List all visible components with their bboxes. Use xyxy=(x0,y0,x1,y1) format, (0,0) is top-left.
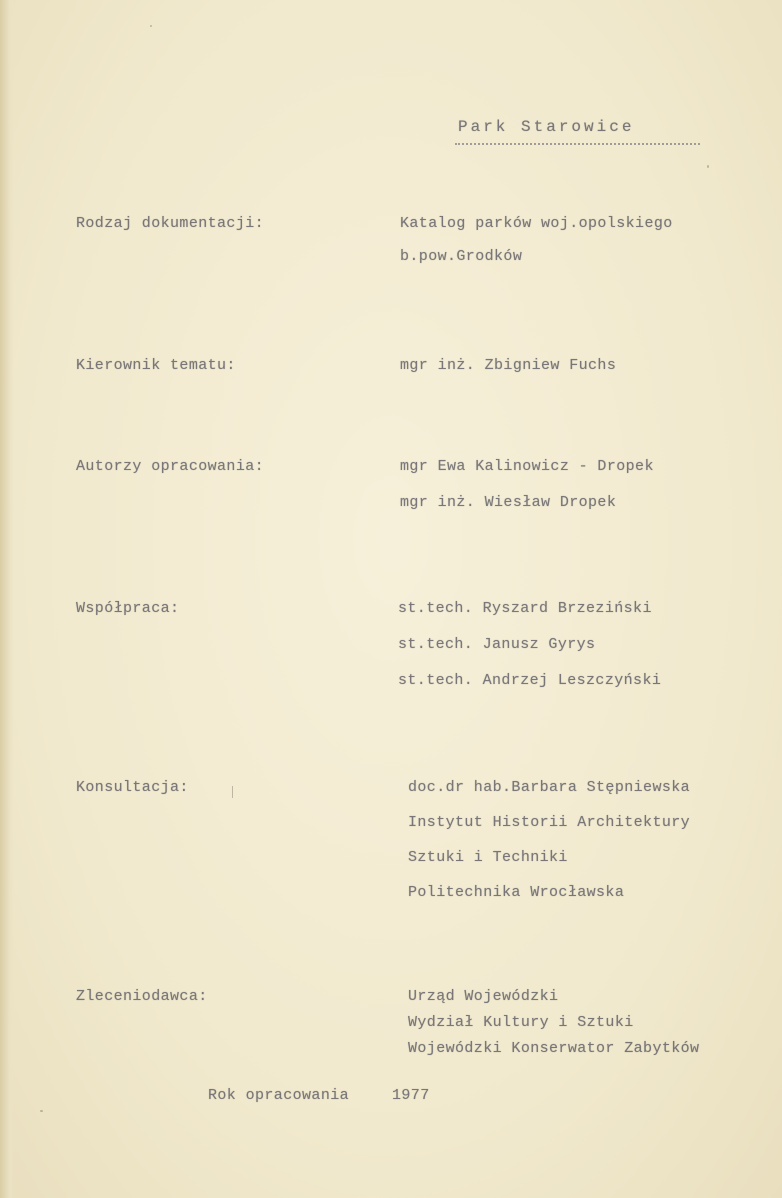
paper-speck xyxy=(707,165,709,168)
field-value-document-type-2: b.pow.Grodków xyxy=(400,248,523,265)
field-value-client-1: Urząd Wojewódzki xyxy=(408,988,559,1005)
field-value-author-2: mgr inż. Wiesław Dropek xyxy=(400,494,617,511)
field-label-authors: Autorzy opracowania: xyxy=(76,458,265,475)
field-value-cooperation-2: st.tech. Janusz Gyrys xyxy=(398,636,596,653)
field-value-consultation-1: doc.dr hab.Barbara Stępniewska xyxy=(408,779,691,796)
field-value-document-type-1: Katalog parków woj.opolskiego xyxy=(400,215,673,232)
field-value-consultation-4: Politechnika Wrocławska xyxy=(408,884,625,901)
field-value-consultation-3: Sztuki i Techniki xyxy=(408,849,568,866)
field-value-cooperation-3: st.tech. Andrzej Leszczyński xyxy=(398,672,662,689)
document-title: Park Starowice xyxy=(458,118,635,136)
paper-speck xyxy=(232,786,233,798)
field-value-cooperation-1: st.tech. Ryszard Brzeziński xyxy=(398,600,652,617)
footer-year-value: 1977 xyxy=(392,1087,430,1104)
title-underline xyxy=(455,143,700,145)
field-label-document-type: Rodzaj dokumentacji: xyxy=(76,215,265,232)
paper-speck xyxy=(40,1110,43,1112)
field-label-cooperation: Współpraca: xyxy=(76,600,180,617)
field-value-project-lead: mgr inż. Zbigniew Fuchs xyxy=(400,357,617,374)
field-value-client-2: Wydział Kultury i Sztuki xyxy=(408,1014,634,1031)
field-value-author-1: mgr Ewa Kalinowicz - Dropek xyxy=(400,458,654,475)
field-label-client: Zleceniodawca: xyxy=(76,988,208,1005)
field-label-project-lead: Kierownik tematu: xyxy=(76,357,236,374)
paper-speck xyxy=(150,25,152,27)
field-value-consultation-2: Instytut Historii Architektury xyxy=(408,814,691,831)
field-value-client-3: Wojewódzki Konserwator Zabytków xyxy=(408,1040,700,1057)
footer-year-label: Rok opracowania xyxy=(208,1087,350,1104)
page-edge xyxy=(0,0,14,1198)
field-label-consultation: Konsultacja: xyxy=(76,779,189,796)
